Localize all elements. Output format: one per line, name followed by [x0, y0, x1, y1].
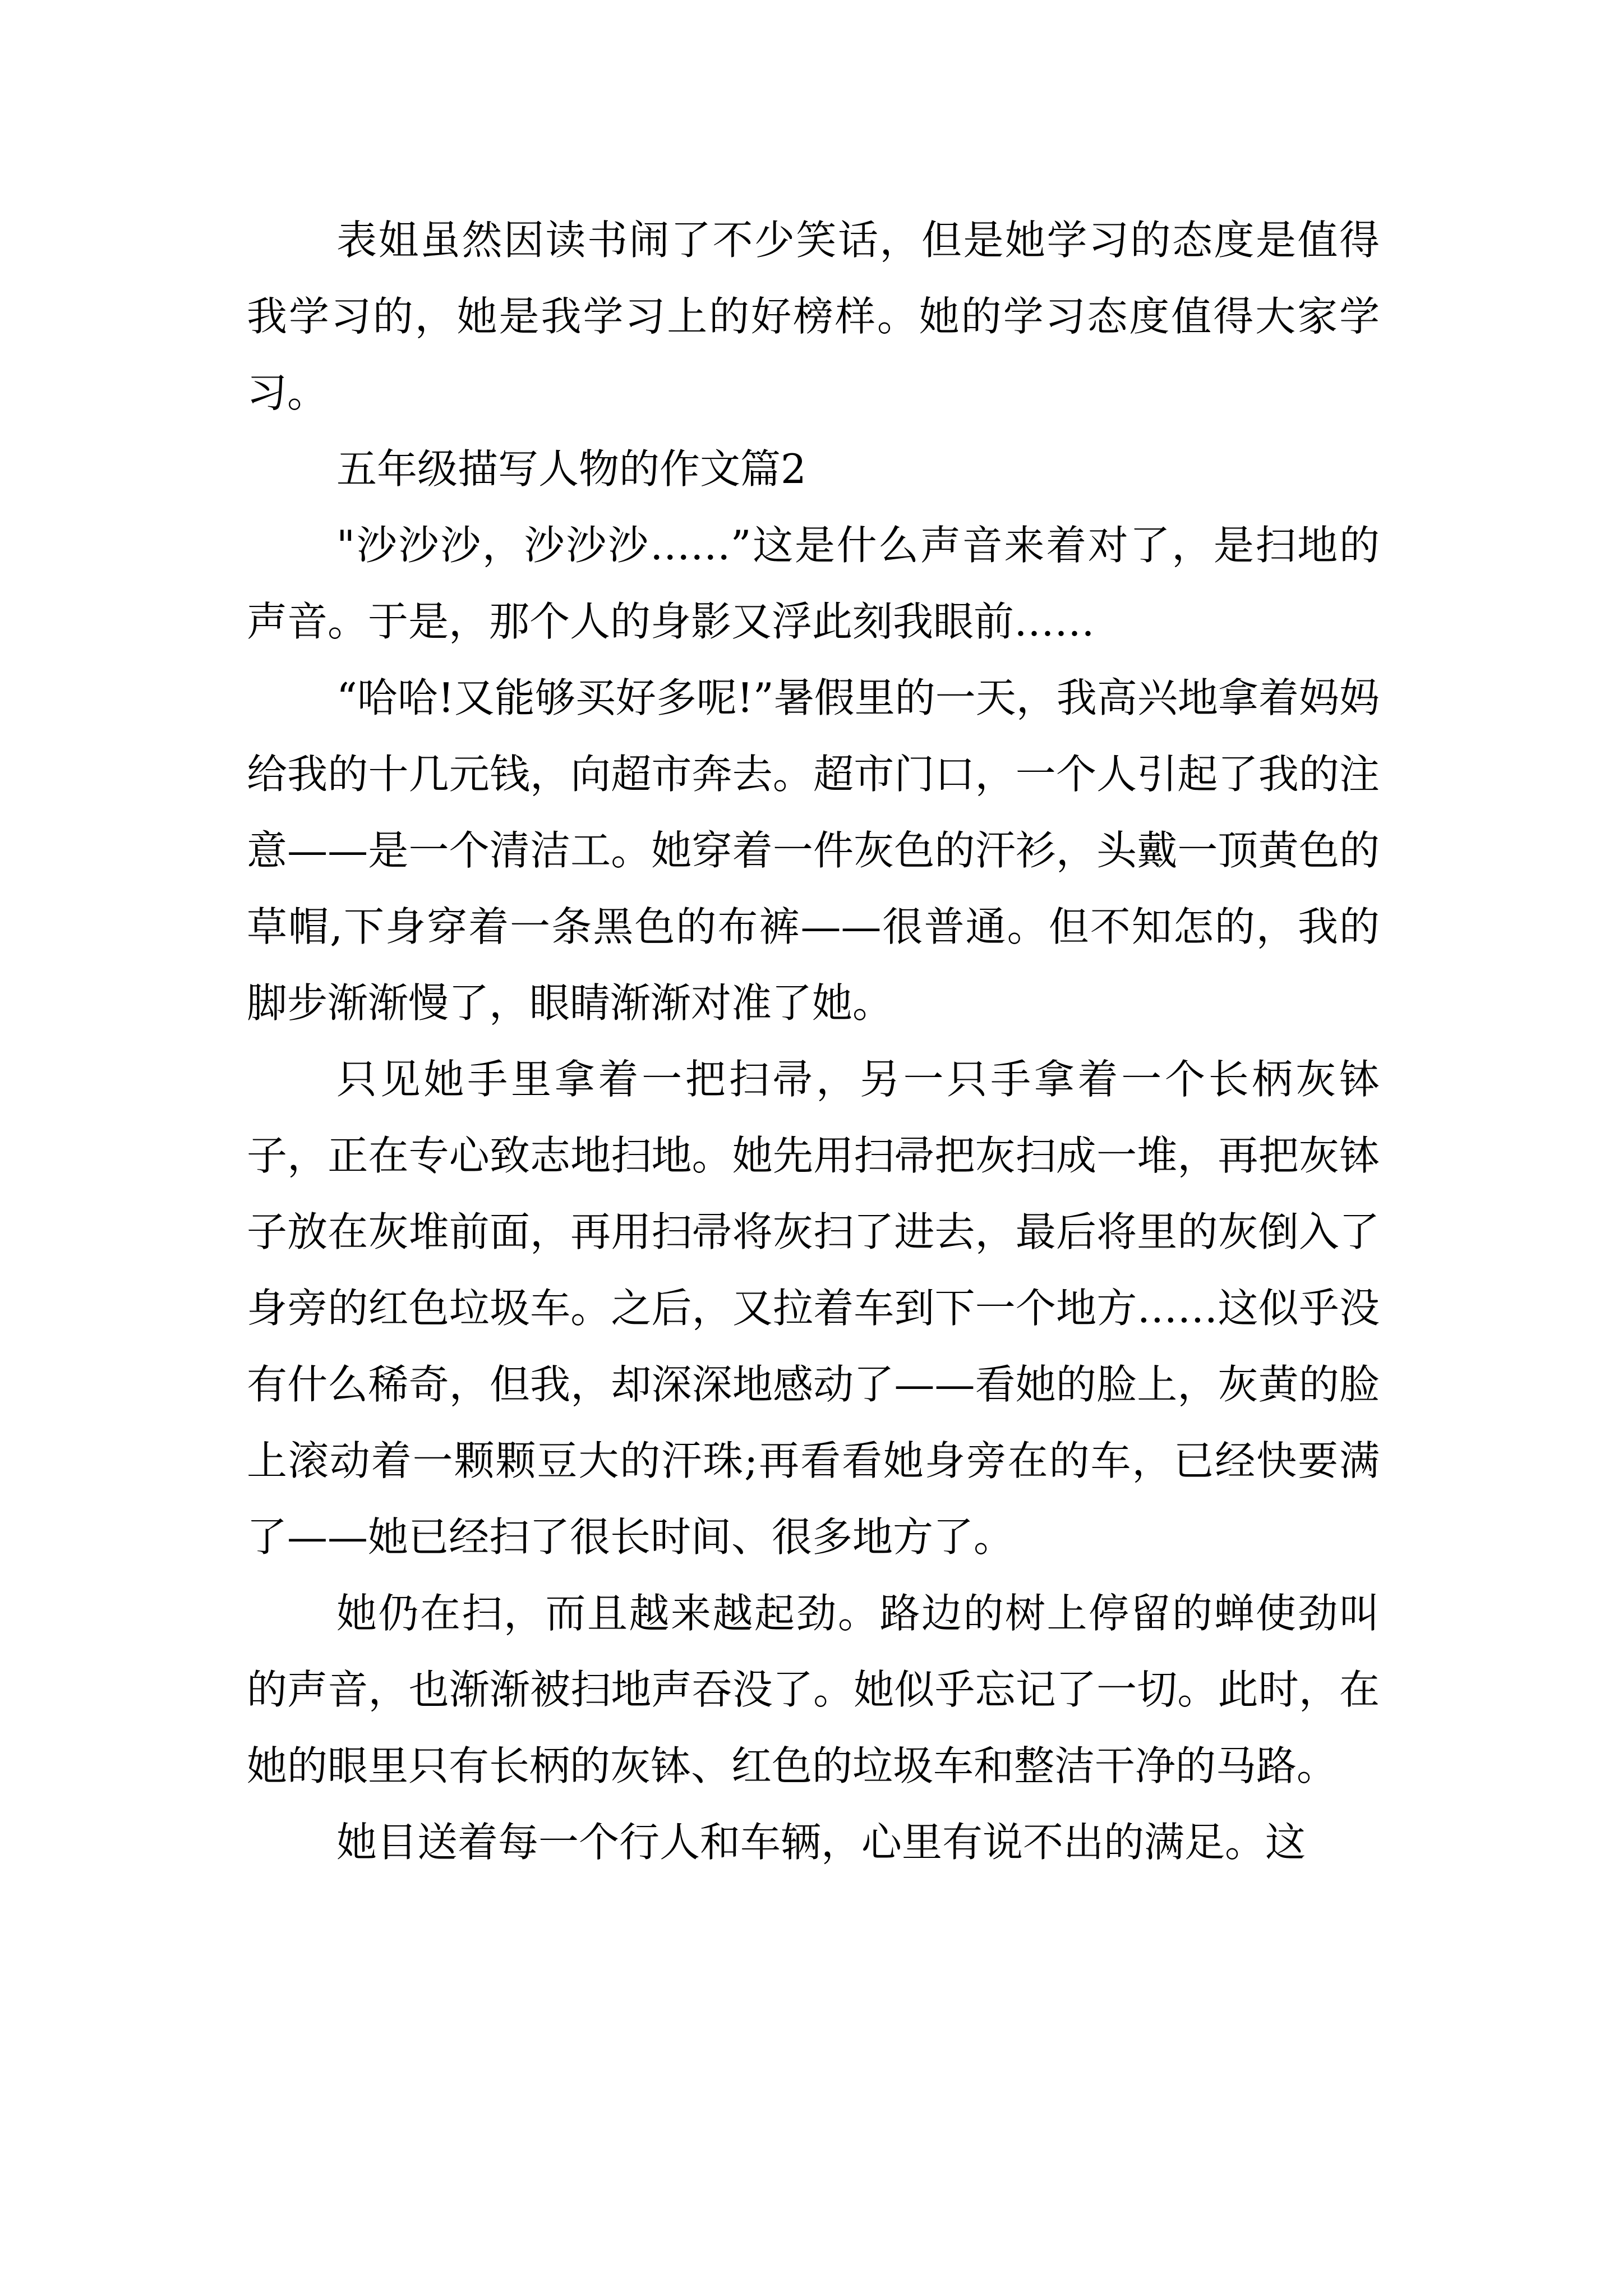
paragraph-sweeping: 只见她手里拿着一把扫帚，另一只手拿着一个长柄灰钵子，正在专心致志地扫地。她先用扫帚把灰扫成一堆，再把灰钵子放在灰堆前面，再用扫帚将灰扫了进去，最后将里的灰倒入了身旁的红色垃圾车。之后，又拉着车到下一个地方……这似乎没有什么稀奇，但我，却深深地感动了——看她的脸上，灰黄的脸上滚动着一颗颗豆大的汗珠;再看看她身旁在的车，已经快要满了——她已经扫了很长时间、很多地方了。	[247, 1056, 1380, 1561]
paragraph-diligence: 她仍在扫，而且越来越起劲。路边的树上停留的蝉使劲叫的声音，也渐渐被扫地声吞没了。她似乎忘记了一切。此时，在她的眼里只有长柄的灰钵、红色的垃圾车和整洁干净的马路。	[247, 1590, 1380, 1789]
paragraph-satisfaction: 她目送着每一个行人和车辆，心里有说不出的满足。这	[336, 1819, 1306, 1866]
document-body	[247, 202, 1380, 1880]
paragraph-supermarket: “哈哈!又能够买好多呢!”暑假里的一天，我高兴地拿着妈妈给我的十几元钱，向超市奔去。超市门口，一个人引起了我的注意——是一个清洁工。她穿着一件灰色的汗衫，头戴一顶黄色的草帽,下身穿着一条黑色的布裤——很普通。但不知怎的，我的脚步渐渐慢了，眼睛渐渐对准了她。	[247, 674, 1380, 1027]
paragraph-conclusion: 表姐虽然因读书闹了不少笑话，但是她学习的态度是值得我学习的，她是我学习上的好榜样。她的学习态度值得大家学习。	[247, 217, 1380, 416]
paragraph-opening: "沙沙沙，沙沙沙……”这是什么声音来着对了，是扫地的声音。于是，那个人的身影又浮此刻我眼前……	[247, 522, 1380, 645]
essay-heading: 五年级描写人物的作文篇2	[336, 445, 806, 493]
